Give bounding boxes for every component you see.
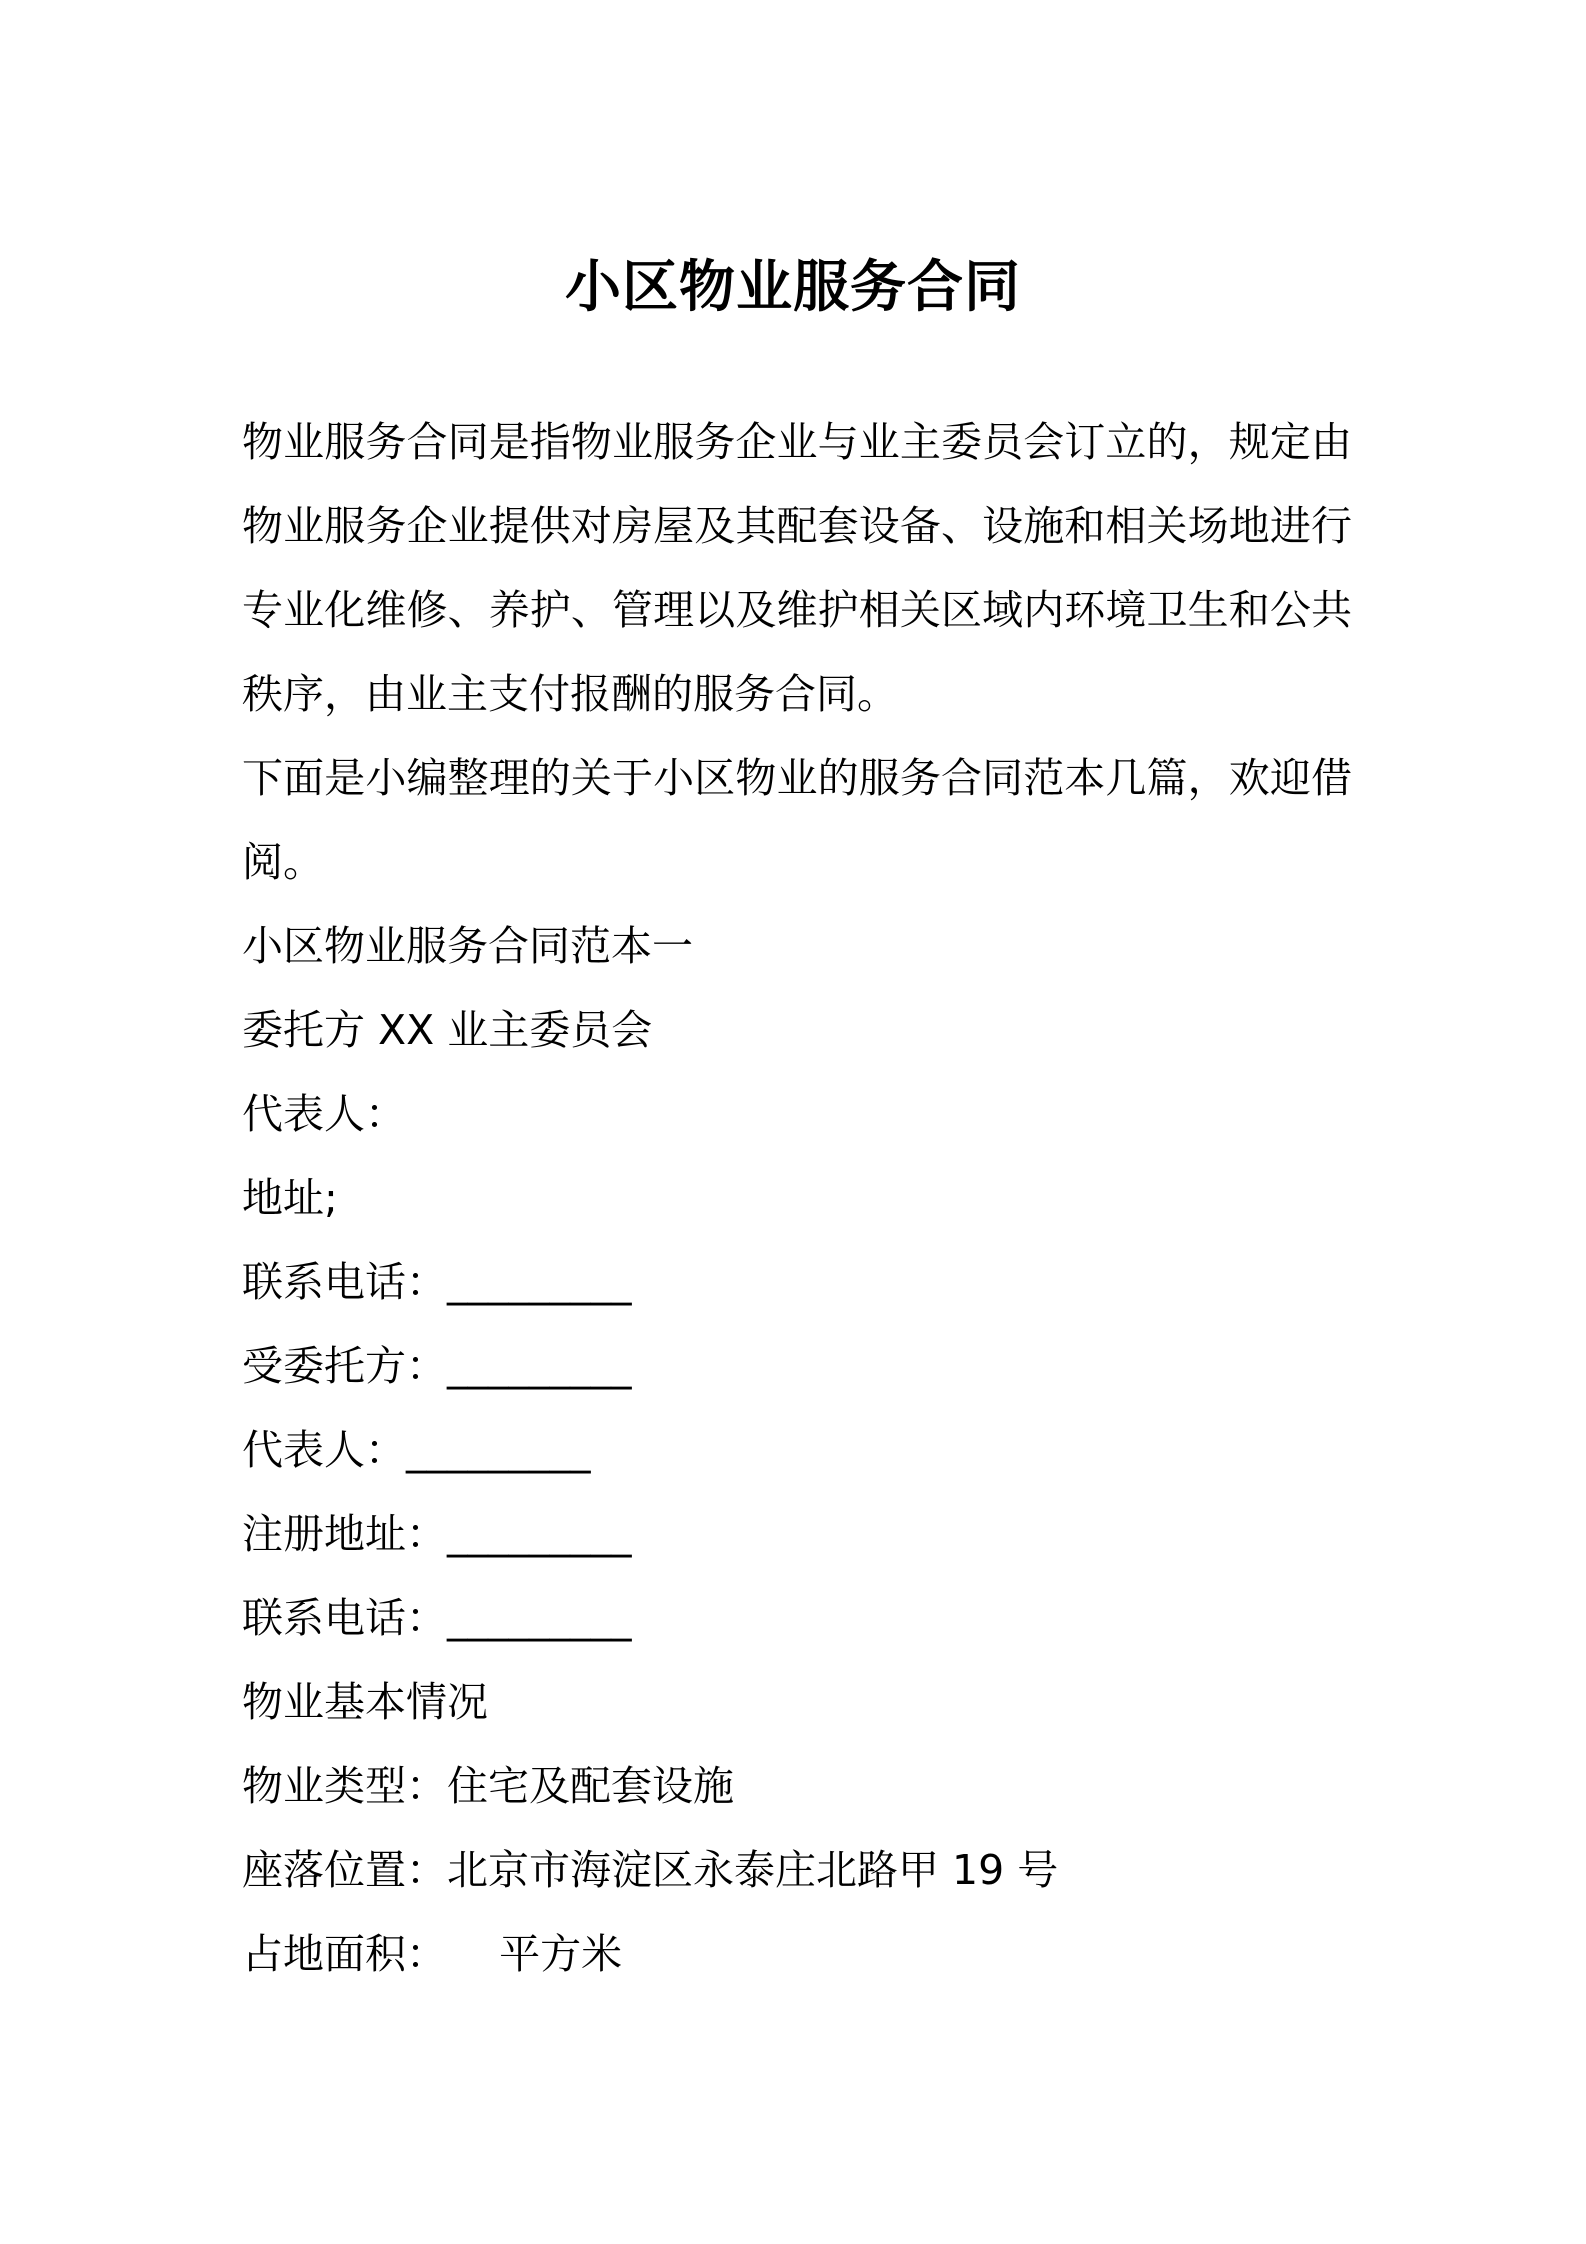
- property-area-line: 占地面积： 平方米: [242, 1930, 623, 1978]
- contractor-representative-line: 代表人：_________: [242, 1426, 591, 1474]
- client-address-line: 地址;: [242, 1174, 338, 1222]
- intro-paragraph: 物业服务合同是指物业服务企业与业主委员会订立的，规定由物业服务企业提供对房屋及其配套设备、设施和相关场地进行专业化维修、养护、管理以及维护相关区域内环境卫生和公共秩序，由业主支付报酬的服务合同。: [242, 418, 1352, 718]
- contractor-registered-address-line: 注册地址：_________: [242, 1510, 632, 1558]
- document-body: [242, 400, 1352, 1996]
- property-info-heading: 物业基本情况: [242, 1678, 488, 1726]
- property-type-line: 物业类型：住宅及配套设施: [242, 1762, 734, 1810]
- contractor-phone-line: 联系电话：_________: [242, 1594, 632, 1642]
- section-heading-sample-one: 小区物业服务合同范本一: [242, 922, 693, 970]
- intro-paragraph-2: 下面是小编整理的关于小区物业的服务合同范本几篇，欢迎借阅。: [242, 754, 1352, 886]
- client-line: 委托方 XX 业主委员会: [242, 1006, 653, 1054]
- property-location-line: 座落位置：北京市海淀区永泰庄北路甲 19 号: [242, 1846, 1059, 1894]
- contractor-line: 受委托方：_________: [242, 1342, 632, 1390]
- client-phone-line: 联系电话：_________: [242, 1258, 632, 1306]
- document-title: 小区物业服务合同: [565, 255, 1021, 320]
- client-representative-line: 代表人：: [242, 1090, 406, 1138]
